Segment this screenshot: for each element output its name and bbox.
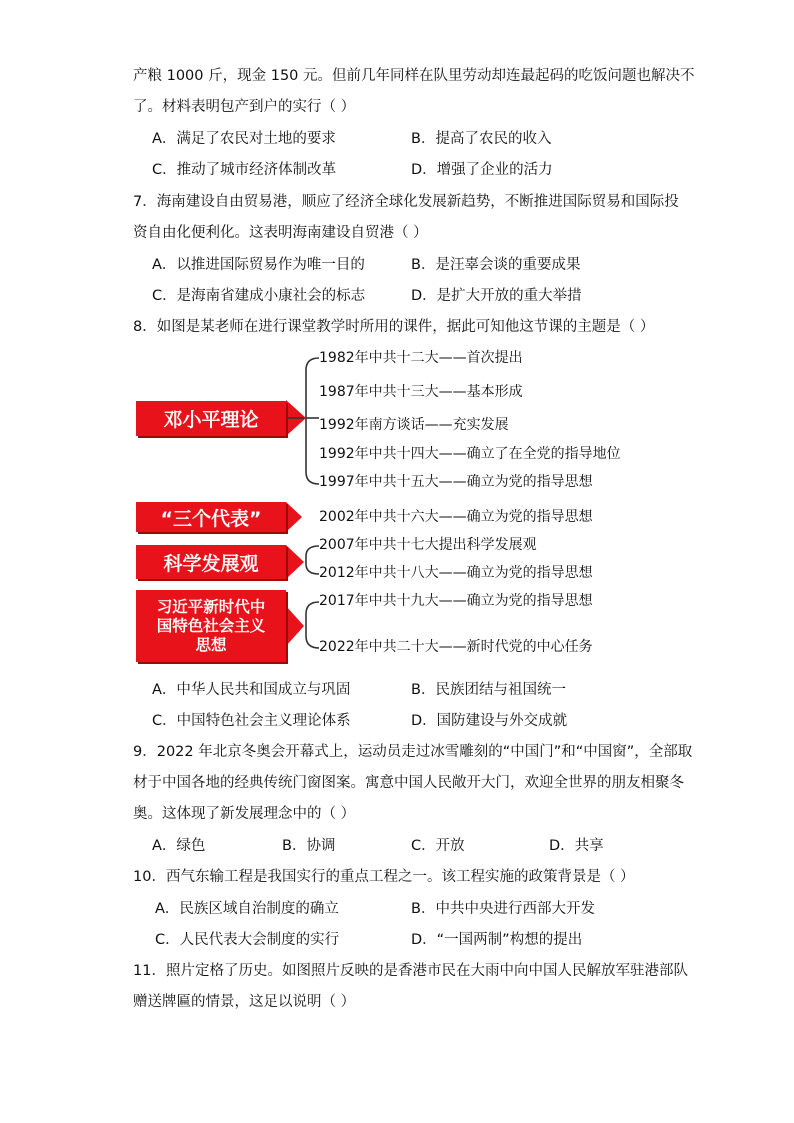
- theory-diagram: [134, 344, 654, 666]
- diagram-entry: 1992年南方谈话——充实发展: [319, 417, 509, 433]
- q7-option-d[interactable]: D．是扩大开放的重大举措: [411, 288, 582, 304]
- q8-stem-line-1: 8．如图是某老师在进行课堂教学时所用的课件，据此可知他这节课的主题是（ ）: [133, 319, 655, 335]
- diagram-entry: 2012年中共十八大——确立为党的指导思想: [319, 565, 593, 581]
- diagram-entry: 1997年中共十五大——确立为党的指导思想: [319, 474, 593, 490]
- q6-option-c[interactable]: C．推动了城市经济体制改革: [152, 162, 337, 178]
- q10-option-a[interactable]: A．民族区域自治制度的确立: [155, 901, 339, 917]
- q11-stem-line-1: 11．照片定格了历史。如图照片反映的是香港市民在大雨中向中国人民解放军驻港部队: [133, 963, 688, 979]
- q6-option-a[interactable]: A．满足了农民对土地的要求: [152, 131, 336, 147]
- q9-stem-line-1: 9．2022 年北京冬奥会开幕式上，运动员走过冰雪雕刻的“中国门”和“中国窗”，全部取: [133, 744, 693, 760]
- q6-stem-line-2: 了。材料表明包产到户的实行（ ）: [133, 99, 356, 115]
- q8-option-d[interactable]: D．国防建设与外交成就: [411, 713, 568, 729]
- q9-stem-line-2: 材于中国各地的经典传统门窗图案。寓意中国人民敞开大门，欢迎全世界的朋友相聚冬: [133, 775, 684, 791]
- q8-option-b[interactable]: B．民族团结与祖国统一: [411, 682, 566, 698]
- q8-option-c[interactable]: C．中国特色社会主义理论体系: [152, 713, 351, 729]
- q7-stem-line-1: 7．海南建设自由贸易港，顺应了经济全球化发展新趋势，不断推进国际贸易和国际投: [133, 194, 679, 210]
- q7-option-a[interactable]: A．以推进国际贸易作为唯一目的: [152, 257, 365, 273]
- q6-stem-line-1: 产粮 1000 斤，现金 150 元。但前几年同样在队里劳动却连最起码的吃饭问题也解决不: [133, 68, 695, 84]
- q6-option-b[interactable]: B．提高了农民的收入: [411, 131, 552, 147]
- q7-option-c[interactable]: C．是海南省建成小康社会的标志: [152, 288, 366, 304]
- q9-option-b[interactable]: B．协调: [282, 838, 336, 854]
- diagram-entry: 2007年中共十七大提出科学发展观: [319, 537, 537, 553]
- diagram-entry: 2002年中共十六大——确立为党的指导思想: [319, 509, 593, 525]
- q9-option-a[interactable]: A．绿色: [152, 838, 206, 854]
- q10-option-d[interactable]: D．“一国两制”构想的提出: [411, 932, 583, 948]
- q7-stem-line-2: 资自由化便利化。这表明海南建设自贸港（ ）: [133, 225, 428, 241]
- q10-option-c[interactable]: C．人民代表大会制度的实行: [155, 932, 340, 948]
- diagram-entry: 1992年中共十四大——确立了在全党的指导地位: [319, 446, 621, 462]
- q6-option-d[interactable]: D．增强了企业的活力: [411, 162, 553, 178]
- box-three-represents: “三个代表”: [136, 502, 286, 532]
- box-deng-xiaoping-theory: 邓小平理论: [136, 401, 286, 436]
- box-xi-jinping-thought: 习近平新时代中 国特色社会主义 思想: [136, 590, 286, 662]
- q9-option-d[interactable]: D．共享: [549, 838, 604, 854]
- box-scientific-outlook: 科学发展观: [136, 545, 286, 579]
- q8-option-a[interactable]: A．中华人民共和国成立与巩固: [152, 682, 351, 698]
- q9-stem-line-3: 奥。这体现了新发展理念中的（ ）: [133, 806, 356, 822]
- diagram-entry: 2017年中共十九大——确立为党的指导思想: [319, 593, 593, 609]
- q7-option-b[interactable]: B．是汪辜会谈的重要成果: [411, 257, 581, 273]
- q10-option-b[interactable]: B．中共中央进行西部大开发: [411, 901, 595, 917]
- q9-option-c[interactable]: C．开放: [411, 838, 465, 854]
- diagram-entry: 2022年中共二十大——新时代党的中心任务: [319, 639, 593, 655]
- diagram-entry: 1982年中共十二大——首次提出: [319, 350, 523, 366]
- diagram-entry: 1987年中共十三大——基本形成: [319, 384, 523, 400]
- q10-stem-line-1: 10．西气东输工程是我国实行的重点工程之一。该工程实施的政策背景是（ ）: [133, 869, 635, 885]
- q11-stem-line-2: 赠送牌匾的情景，这足以说明（ ）: [133, 994, 356, 1010]
